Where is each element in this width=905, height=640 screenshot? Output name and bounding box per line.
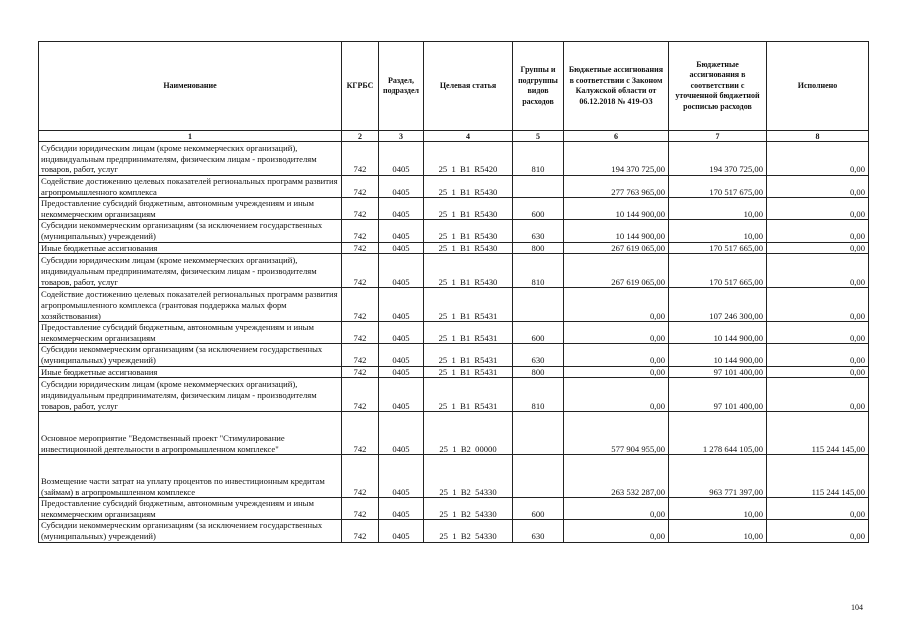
row-target-article: 25 1 B1 R5431 xyxy=(424,322,513,344)
row-name: Предоставление субсидий бюджетным, автономным учреждениям и иным некоммерческим организациям xyxy=(39,198,342,220)
row-name: Содействие достижению целевых показателей региональных программ развития агропромышленного комплекса xyxy=(39,176,342,198)
table-row xyxy=(39,176,869,198)
table-row xyxy=(39,242,869,254)
row-expense-type xyxy=(513,412,564,455)
row-razdel: 0405 xyxy=(379,378,424,412)
row-expense-type: 810 xyxy=(513,378,564,412)
row-target-article: 25 1 B2 00000 xyxy=(424,412,513,455)
row-razdel: 0405 xyxy=(379,498,424,520)
row-target-article: 25 1 B1 R5430 xyxy=(424,176,513,198)
table-row xyxy=(39,142,869,176)
table-row xyxy=(39,198,869,220)
row-law-amount: 0,00 xyxy=(564,520,669,542)
table-row xyxy=(39,366,869,378)
colnum: 3 xyxy=(379,131,424,142)
row-name: Субсидии некоммерческим организациям (за исключением государственных (муниципальных) учреждений) xyxy=(39,220,342,242)
row-law-amount: 10 144 900,00 xyxy=(564,198,669,220)
row-target-article: 25 1 B1 R5431 xyxy=(424,378,513,412)
row-razdel: 0405 xyxy=(379,254,424,288)
row-kgrbs: 742 xyxy=(342,322,379,344)
row-name: Предоставление субсидий бюджетным, автономным учреждениям и иным некоммерческим организациям xyxy=(39,322,342,344)
row-razdel: 0405 xyxy=(379,455,424,498)
row-law-amount: 0,00 xyxy=(564,322,669,344)
row-refined-amount: 97 101 400,00 xyxy=(669,366,767,378)
row-expense-type: 810 xyxy=(513,254,564,288)
table-row xyxy=(39,344,869,366)
row-refined-amount: 170 517 665,00 xyxy=(669,254,767,288)
header-name: Наименование xyxy=(39,42,342,131)
header-tselevaya: Целевая статья xyxy=(424,42,513,131)
row-name: Субсидии некоммерческим организациям (за исключением государственных (муниципальных) учреждений) xyxy=(39,344,342,366)
column-number-row xyxy=(39,131,869,142)
row-target-article: 25 1 B2 54330 xyxy=(424,455,513,498)
row-refined-amount: 170 517 665,00 xyxy=(669,242,767,254)
row-target-article: 25 1 B1 R5431 xyxy=(424,288,513,322)
row-refined-amount: 97 101 400,00 xyxy=(669,378,767,412)
row-executed-amount: 0,00 xyxy=(767,322,869,344)
row-target-article: 25 1 B1 R5430 xyxy=(424,254,513,288)
row-refined-amount: 194 370 725,00 xyxy=(669,142,767,176)
row-kgrbs: 742 xyxy=(342,498,379,520)
row-name: Субсидии некоммерческим организациям (за исключением государственных (муниципальных) учреждений) xyxy=(39,520,342,542)
row-name: Субсидии юридическим лицам (кроме некоммерческих организаций), индивидуальным предпринимателям, физическим лицам - производителям товаров, работ, услуг xyxy=(39,254,342,288)
row-refined-amount: 170 517 675,00 xyxy=(669,176,767,198)
row-expense-type xyxy=(513,455,564,498)
row-executed-amount: 0,00 xyxy=(767,378,869,412)
row-name: Возмещение части затрат на уплату процентов по инвестиционным кредитам (займам) в агропромышленном комплексе xyxy=(39,455,342,498)
row-executed-amount: 0,00 xyxy=(767,498,869,520)
row-executed-amount: 0,00 xyxy=(767,288,869,322)
colnum: 5 xyxy=(513,131,564,142)
row-law-amount: 10 144 900,00 xyxy=(564,220,669,242)
row-name: Предоставление субсидий бюджетным, автономным учреждениям и иным некоммерческим организациям xyxy=(39,498,342,520)
row-expense-type: 630 xyxy=(513,344,564,366)
row-kgrbs: 742 xyxy=(342,198,379,220)
row-target-article: 25 1 B1 R5430 xyxy=(424,242,513,254)
budget-table xyxy=(38,41,869,543)
row-refined-amount: 963 771 397,00 xyxy=(669,455,767,498)
row-target-article: 25 1 B1 R5430 xyxy=(424,220,513,242)
row-law-amount: 267 619 065,00 xyxy=(564,254,669,288)
row-kgrbs: 742 xyxy=(342,366,379,378)
row-kgrbs: 742 xyxy=(342,242,379,254)
row-target-article: 25 1 B2 54330 xyxy=(424,520,513,542)
row-refined-amount: 107 246 300,00 xyxy=(669,288,767,322)
row-law-amount: 0,00 xyxy=(564,344,669,366)
row-name: Содействие достижению целевых показателей региональных программ развития агропромышленного комплекса (грантовая поддержка малых форм хозяйствования) xyxy=(39,288,342,322)
header-row xyxy=(39,42,869,131)
row-razdel: 0405 xyxy=(379,344,424,366)
row-expense-type xyxy=(513,288,564,322)
row-razdel: 0405 xyxy=(379,412,424,455)
row-executed-amount: 0,00 xyxy=(767,176,869,198)
row-name: Иные бюджетные ассигнования xyxy=(39,242,342,254)
row-law-amount: 194 370 725,00 xyxy=(564,142,669,176)
row-law-amount: 277 763 965,00 xyxy=(564,176,669,198)
row-kgrbs: 742 xyxy=(342,455,379,498)
row-razdel: 0405 xyxy=(379,322,424,344)
row-razdel: 0405 xyxy=(379,198,424,220)
row-kgrbs: 742 xyxy=(342,288,379,322)
row-law-amount: 577 904 955,00 xyxy=(564,412,669,455)
row-law-amount: 0,00 xyxy=(564,288,669,322)
row-refined-amount: 10,00 xyxy=(669,498,767,520)
row-target-article: 25 1 B1 R5431 xyxy=(424,344,513,366)
row-law-amount: 0,00 xyxy=(564,498,669,520)
row-kgrbs: 742 xyxy=(342,254,379,288)
row-executed-amount: 0,00 xyxy=(767,142,869,176)
header-kgrbs: КГРБС xyxy=(342,42,379,131)
table-row xyxy=(39,412,869,455)
row-refined-amount: 10 144 900,00 xyxy=(669,344,767,366)
row-razdel: 0405 xyxy=(379,176,424,198)
row-kgrbs: 742 xyxy=(342,412,379,455)
table-row xyxy=(39,288,869,322)
colnum: 4 xyxy=(424,131,513,142)
row-law-amount: 263 532 287,00 xyxy=(564,455,669,498)
row-executed-amount: 0,00 xyxy=(767,344,869,366)
page-number: 104 xyxy=(851,603,863,612)
row-razdel: 0405 xyxy=(379,142,424,176)
colnum: 7 xyxy=(669,131,767,142)
row-expense-type: 600 xyxy=(513,322,564,344)
header-law: Бюджетные ассигнования в соответствии с Законом Калужской области от 06.12.2018 № 419-ОЗ xyxy=(564,42,669,131)
row-law-amount: 0,00 xyxy=(564,366,669,378)
colnum: 1 xyxy=(39,131,342,142)
row-razdel: 0405 xyxy=(379,288,424,322)
row-razdel: 0405 xyxy=(379,220,424,242)
table-row xyxy=(39,378,869,412)
table-row xyxy=(39,220,869,242)
row-kgrbs: 742 xyxy=(342,220,379,242)
row-razdel: 0405 xyxy=(379,242,424,254)
row-law-amount: 267 619 065,00 xyxy=(564,242,669,254)
header-utochn: Бюджетные ассигнования в соответствии с уточненной бюджетной росписью расходов xyxy=(669,42,767,131)
row-razdel: 0405 xyxy=(379,520,424,542)
row-expense-type: 800 xyxy=(513,366,564,378)
row-refined-amount: 1 278 644 105,00 xyxy=(669,412,767,455)
row-kgrbs: 742 xyxy=(342,378,379,412)
row-executed-amount: 0,00 xyxy=(767,254,869,288)
row-target-article: 25 1 B1 R5431 xyxy=(424,366,513,378)
row-expense-type: 630 xyxy=(513,520,564,542)
row-executed-amount: 0,00 xyxy=(767,366,869,378)
row-expense-type: 810 xyxy=(513,142,564,176)
row-law-amount: 0,00 xyxy=(564,378,669,412)
row-executed-amount: 115 244 145,00 xyxy=(767,455,869,498)
row-executed-amount: 0,00 xyxy=(767,520,869,542)
row-expense-type: 600 xyxy=(513,198,564,220)
row-kgrbs: 742 xyxy=(342,142,379,176)
colnum: 8 xyxy=(767,131,869,142)
row-refined-amount: 10,00 xyxy=(669,198,767,220)
row-executed-amount: 0,00 xyxy=(767,220,869,242)
row-name: Иные бюджетные ассигнования xyxy=(39,366,342,378)
row-expense-type: 630 xyxy=(513,220,564,242)
row-target-article: 25 1 B1 R5430 xyxy=(424,198,513,220)
row-target-article: 25 1 B1 R5420 xyxy=(424,142,513,176)
row-refined-amount: 10 144 900,00 xyxy=(669,322,767,344)
row-target-article: 25 1 B2 54330 xyxy=(424,498,513,520)
row-kgrbs: 742 xyxy=(342,344,379,366)
header-razdel: Раздел, подраздел xyxy=(379,42,424,131)
header-gruppy: Группы и подгруппы видов расходов xyxy=(513,42,564,131)
row-expense-type xyxy=(513,176,564,198)
table-row xyxy=(39,455,869,498)
row-razdel: 0405 xyxy=(379,366,424,378)
row-refined-amount: 10,00 xyxy=(669,220,767,242)
colnum: 6 xyxy=(564,131,669,142)
row-expense-type: 800 xyxy=(513,242,564,254)
row-expense-type: 600 xyxy=(513,498,564,520)
colnum: 2 xyxy=(342,131,379,142)
header-ispolneno: Исполнено xyxy=(767,42,869,131)
row-name: Субсидии юридическим лицам (кроме некоммерческих организаций), индивидуальным предпринимателям, физическим лицам - производителям товаров, работ, услуг xyxy=(39,142,342,176)
row-kgrbs: 742 xyxy=(342,176,379,198)
row-executed-amount: 115 244 145,00 xyxy=(767,412,869,455)
table-row xyxy=(39,498,869,520)
table-row xyxy=(39,520,869,542)
row-executed-amount: 0,00 xyxy=(767,198,869,220)
row-kgrbs: 742 xyxy=(342,520,379,542)
row-executed-amount: 0,00 xyxy=(767,242,869,254)
row-name: Основное мероприятие "Ведомственный проект "Стимулирование инвестиционной деятельности в агропромышленном комплексе" xyxy=(39,412,342,455)
row-refined-amount: 10,00 xyxy=(669,520,767,542)
table-row xyxy=(39,322,869,344)
row-name: Субсидии юридическим лицам (кроме некоммерческих организаций), индивидуальным предпринимателям, физическим лицам - производителям товаров, работ, услуг xyxy=(39,378,342,412)
table-row xyxy=(39,254,869,288)
